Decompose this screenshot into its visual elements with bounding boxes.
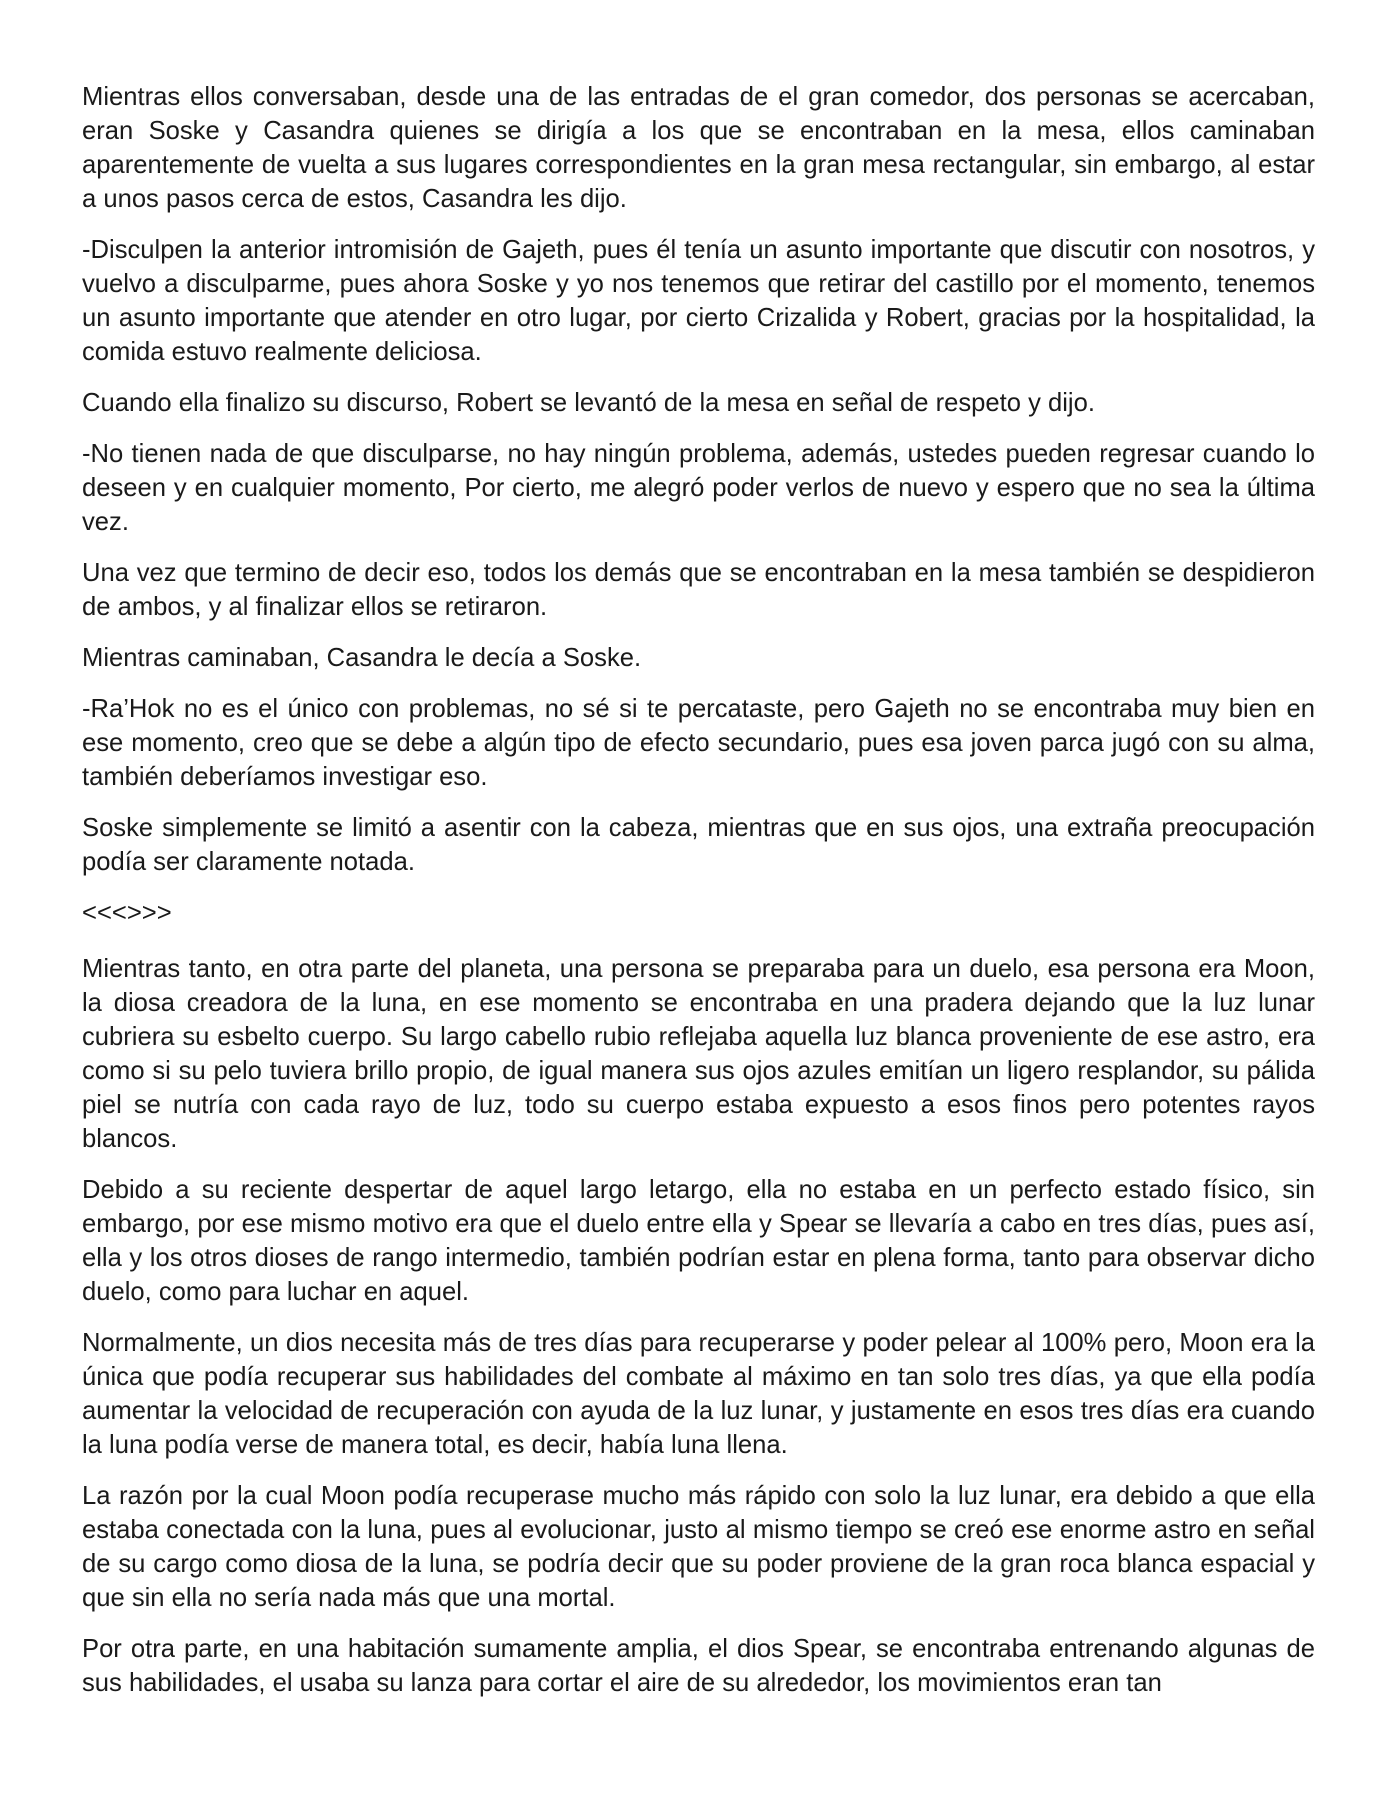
paragraph-3: Cuando ella finalizo su discurso, Robert se levantó de la mesa en señal de respeto y dijo. [82,389,1095,417]
paragraph-11: Normalmente, un dios necesita más de tres días para recuperarse y poder pelear al 100% pero, Moon era la única que podía recuperar sus habilidades del combate al máximo en tan solo tres días, ya que ella podía aumentar la velocidad de recuperación con ayuda de la luz lunar, y justamente en esos tres días era cuando la luna podía verse de manera total, es decir, había luna llena. [82,1329,1315,1459]
paragraph-5: Una vez que termino de decir eso, todos los demás que se encontraban en la mesa también se despidieron de ambos, y al finalizar ellos se retiraron. [82,559,1315,621]
paragraph-4: -No tienen nada de que disculparse, no hay ningún problema, además, ustedes pueden regresar cuando lo deseen y en cualquier momento, Por cierto, me alegró poder verlos de nuevo y espero que no sea la última vez. [82,440,1315,536]
section-separator: <<<>>> [82,899,172,927]
paragraph-9: Mientras tanto, en otra parte del planeta, una persona se preparaba para un duelo, esa persona era Moon, la diosa creadora de la luna, en ese momento se encontraba en una pradera dejando que la luz lunar cubriera su esbelto cuerpo. Su largo cabello rubio reflejaba aquella luz blanca proveniente de ese astro, era como si su pelo tuviera brillo propio, de igual manera sus ojos azules emitían un ligero resplandor, su pálida piel se nutría con cada rayo de luz, todo su cuerpo estaba expuesto a esos finos pero potentes rayos blancos. [82,955,1315,1153]
paragraph-10: Debido a su reciente despertar de aquel largo letargo, ella no estaba en un perfecto estado físico, sin embargo, por ese mismo motivo era que el duelo entre ella y Spear se llevaría a cabo en tres días, pues así, ella y los otros dioses de rango intermedio, también podrían estar en plena forma, tanto para observar dicho duelo, como para luchar en aquel. [82,1176,1315,1306]
paragraph-8: Soske simplemente se limitó a asentir con la cabeza, mientras que en sus ojos, una extraña preocupación podía ser claramente notada. [82,814,1315,876]
paragraph-7: -Ra’Hok no es el único con problemas, no sé si te percataste, pero Gajeth no se encontraba muy bien en ese momento, creo que se debe a algún tipo de efecto secundario, pues esa joven parca jugó con su alma, también deberíamos investigar eso. [82,695,1315,791]
paragraph-6: Mientras caminaban, Casandra le decía a Soske. [82,644,642,672]
paragraph-13: Por otra parte, en una habitación sumamente amplia, el dios Spear, se encontraba entrenando algunas de sus habilidades, el usaba su lanza para cortar el aire de su alrededor, los movimientos eran tan [82,1635,1315,1697]
paragraph-1: Mientras ellos conversaban, desde una de las entradas de el gran comedor, dos personas se acercaban, eran Soske y Casandra quienes se dirigía a los que se encontraban en la mesa, ellos caminaban aparentemente de vuelta a sus lugares correspondientes en la gran mesa rectangular, sin embargo, al estar a unos pasos cerca de estos, Casandra les dijo. [82,83,1315,213]
paragraph-2: -Disculpen la anterior intromisión de Gajeth, pues él tenía un asunto importante que discutir con nosotros, y vuelvo a disculparme, pues ahora Soske y yo nos tenemos que retirar del castillo por el momento, tenemos un asunto importante que atender en otro lugar, por cierto Crizalida y Robert, gracias por la hospitalidad, la comida estuvo realmente deliciosa. [82,236,1315,366]
paragraph-12: La razón por la cual Moon podía recuperase mucho más rápido con solo la luz lunar, era debido a que ella estaba conectada con la luna, pues al evolucionar, justo al mismo tiempo se creó ese enorme astro en señal de su cargo como diosa de la luna, se podría decir que su poder proviene de la gran roca blanca espacial y que sin ella no sería nada más que una mortal. [82,1482,1315,1612]
document-page [82,80,1315,1717]
